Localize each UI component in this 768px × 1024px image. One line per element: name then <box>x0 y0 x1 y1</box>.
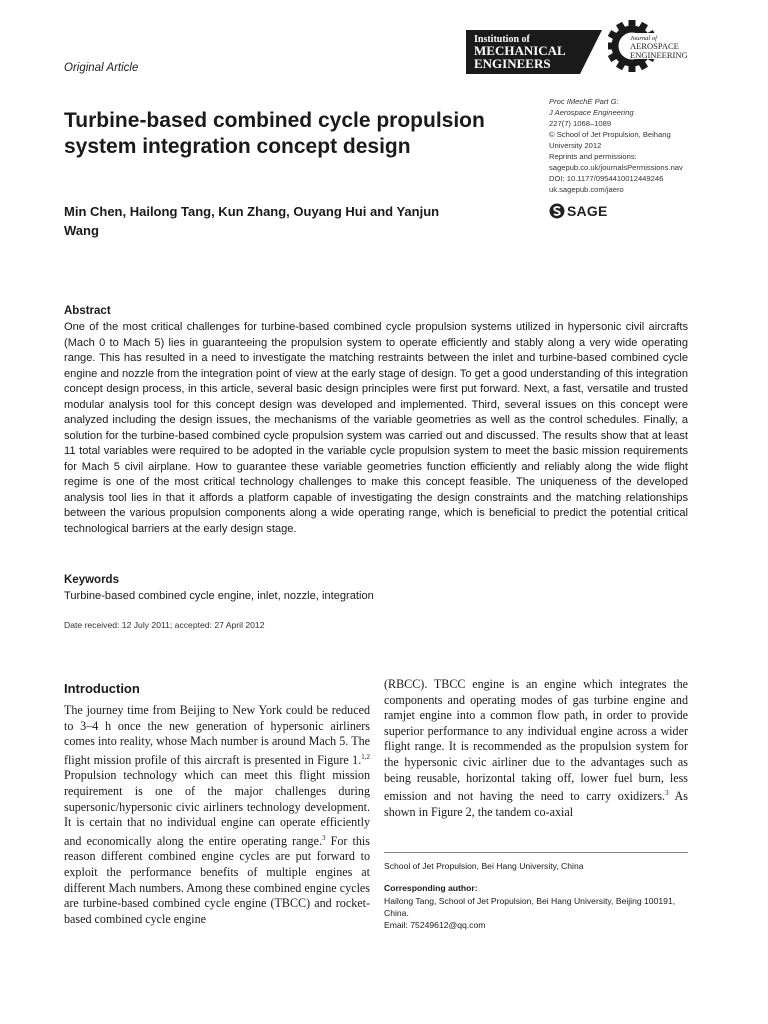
sage-logo <box>549 202 607 220</box>
corresponding-author-address: Hailong Tang, School of Jet Propulsion, Bei Hang University, Beijing 100191, China. <box>384 896 676 918</box>
paper-title: Turbine-based combined cycle propulsion system integration concept design <box>64 109 485 158</box>
corresponding-author-email[interactable]: Email: 75249612@qq.com <box>384 920 486 930</box>
received-accepted-dates: Date received: 12 July 2011; accepted: 27 April 2012 <box>64 620 265 630</box>
intro-text-segment: Propulsion technology which can meet this flight mission requirement is one of the major challenges during supersonic/hypersonic civic airliners technology development. It is certain that no individual engine can operate efficiently and economically along the entire operating range. <box>64 768 370 848</box>
article-metadata <box>549 96 729 195</box>
author-list: Min Chen, Hailong Tang, Kun Zhang, Ouyang Hui and Yanjun Wang <box>64 204 440 238</box>
intro-text-segment: For this reason different combined engine cycles are put forward to exploit the performance benefits of multiple engines at different Mach numbers. Among these combined engine cycles are turbine-based combined cycle engine (TBCC) and rocket-based combined cycle engine <box>64 833 370 926</box>
intro-text-segment: The journey time from Beijing to New York could be reduced to 3–4 h once the new generation of hypersonic airliners comes into reality, whose Mach number is around Mach 5. The flight mission profile of this aircraft is presented in Figure 1. <box>64 703 370 767</box>
journal-logo-line-1: Journal of <box>630 35 657 42</box>
meta-journal-part: Proc IMechE Part G: <box>549 97 619 106</box>
citation-superscript[interactable]: 3 <box>665 789 669 798</box>
meta-volume-pages: 227(7) 1068–1089 <box>549 119 612 128</box>
imeche-logo <box>466 30 602 74</box>
author-affiliation: School of Jet Propulsion, Bei Hang University, China <box>384 861 584 871</box>
corresponding-author-details <box>384 895 688 931</box>
article-type-label: Original Article <box>64 62 139 74</box>
imeche-logo-line-1: Institution of <box>474 34 530 45</box>
citation-superscript[interactable]: 3 <box>322 833 326 842</box>
meta-doi[interactable]: DOI: 10.1177/0954410012449246 <box>549 174 664 183</box>
meta-journal-name: J Aerospace Engineering <box>549 108 634 117</box>
sage-emblem-icon <box>549 203 565 219</box>
journal-logo-line-3: ENGINEERING <box>630 50 688 60</box>
footnote-divider <box>384 852 688 853</box>
journal-logo <box>608 16 700 78</box>
imeche-logo-line-3: ENGINEERS <box>474 56 551 71</box>
meta-journal-url[interactable]: uk.sagepub.com/jaero <box>549 185 624 194</box>
introduction-left-column <box>64 703 370 927</box>
introduction-heading: Introduction <box>64 681 140 696</box>
keywords-body: Turbine-based combined cycle engine, inlet, nozzle, integration <box>64 590 374 602</box>
meta-copyright-year: University 2012 <box>549 141 602 150</box>
imeche-logo-line-2: MECHANICAL <box>474 43 566 58</box>
corresponding-author-heading: Corresponding author: <box>384 883 478 893</box>
abstract-heading: Abstract <box>64 305 111 317</box>
meta-permissions-link[interactable]: sagepub.co.uk/journalsPermissions.nav <box>549 163 683 172</box>
introduction-right-column <box>384 677 688 820</box>
abstract-body: One of the most critical challenges for turbine-based combined cycle propulsion systems utilized in hypersonic civil aircrafts (Mach 0 to Mach 5) lies in guaranteeing the propulsion system to operate efficiently and stably along a very wide operating range. This has resulted in a need to investigate the matching restraints between the inlet and turbine-based combined cycle engine and nozzle from the integration point of view at the early stage of design. To get a good understanding of this integration concept design process, in this article, several basic design principles were first put forward. Next, a fast, versatile and trusted modular analysis tool for this concept design was developed and implemented. Third, several issues on this concept were analyzed including the design issues, the mechanisms of the variable geometries as well as the control schedules. Finally, a solution for the turbine-based combined cycle propulsion system was carried out and discussed. The results show that at least 11 total variables were required to be adopted in the variable cycle propulsion system to meet the basic mission requirements for Mach 5 civil airplane. How to guarantee these variable geometries function efficiently and reliably along the wide flight regime is one of the most critical technology challenges to make this concept feasible. The uniqueness of the developed analysis tool lies in that it affords a platform capable of investigating the design constraints and the matching relationships between the various propulsion components along a wide operating range, which is beneficial to predict the potential critical technological barriers at the early design stage. <box>64 321 688 535</box>
intro-text-segment: As shown in Figure 2, the tandem co-axial <box>384 789 688 819</box>
citation-superscript[interactable]: 1,2 <box>361 752 370 761</box>
journal-logo-line-2: AEROSPACE <box>630 41 679 51</box>
intro-text-segment: (RBCC). TBCC engine is an engine which integrates the components and operating modes of gas turbine engine and ramjet engine into a common flow path, in order to provide superior performance to any individual engine across a wider flight range. It is recommended as the propulsion system for the hypersonic civic airliner due to the advantages such as being reusable, horizontal taking off, lower fuel burn, less emission and not having the need to carry oxidizers. <box>384 677 688 804</box>
sage-logo-text: SAGE <box>567 203 608 219</box>
meta-copyright: © School of Jet Propulsion, Beihang <box>549 130 671 139</box>
meta-reprints-label: Reprints and permissions: <box>549 152 637 161</box>
keywords-heading: Keywords <box>64 574 119 586</box>
